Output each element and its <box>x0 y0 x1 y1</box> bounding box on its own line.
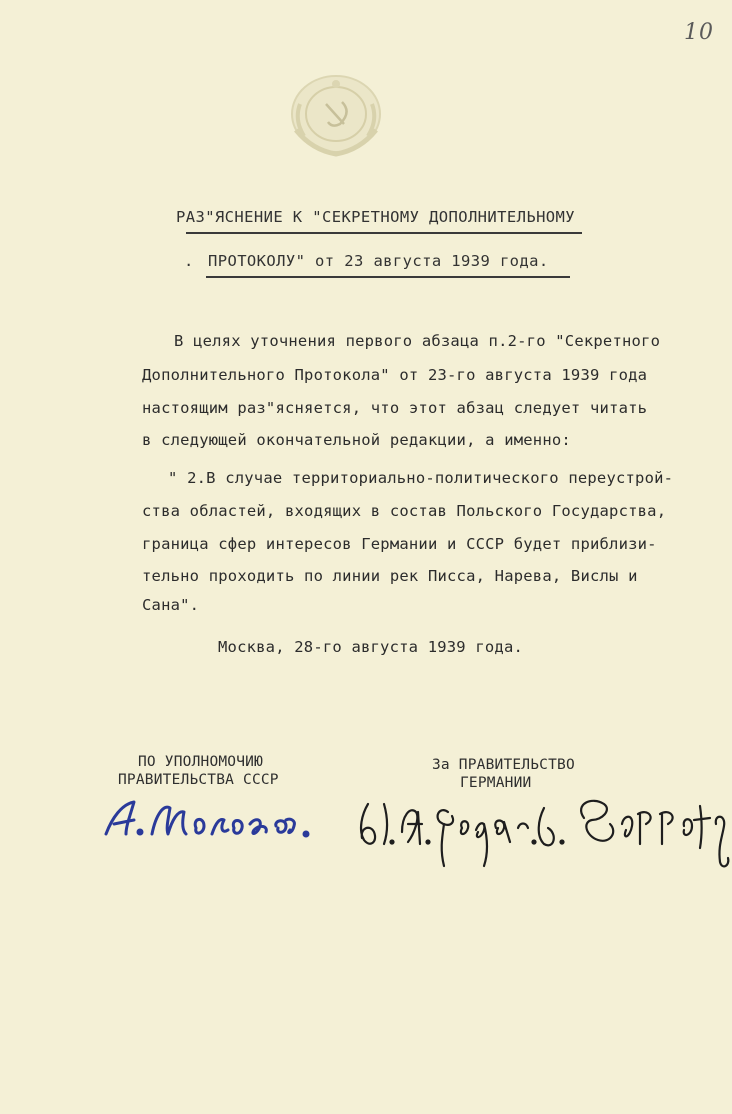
right-signatory-label-1: За ПРАВИТЕЛЬСТВО <box>432 757 575 773</box>
body-line-1: В целях уточнения первого абзаца п.2-го "Секретного <box>174 332 661 350</box>
body-line-4: в следующей окончательной редакции, а именно: <box>142 431 571 449</box>
left-signatory-label-2: ПРАВИТЕЛЬСТВА СССР <box>118 772 279 788</box>
body-line-3: настоящим раз"ясняется, что этот абзац следует читать <box>142 399 648 417</box>
left-signatory-label-1: ПО УПОЛНОМОЧИЮ <box>138 754 264 770</box>
quote-line-3: граница сфер интересов Германии и СССР будет приблизи- <box>142 535 657 553</box>
molotov-signature <box>100 790 330 850</box>
place-and-date: Москва, 28-го августа 1939 года. <box>218 638 524 656</box>
quote-line-4: тельно проходить по линии рек Писса, Нарева, Вислы и <box>142 567 638 585</box>
page-number: 10 <box>684 20 714 45</box>
title-underline-1 <box>186 232 582 234</box>
title-underline-2 <box>206 276 570 278</box>
document-title-line-2: ПРОТОКОЛУ" от 23 августа 1939 года. <box>208 252 549 270</box>
right-signatory-label-2: ГЕРМАНИИ <box>460 775 532 791</box>
quote-line-2: ства областей, входящих в состав Польского Государства, <box>142 502 667 520</box>
state-emblem-embossed-icon <box>282 70 390 160</box>
ribbentrop-signature <box>348 784 732 876</box>
document-title-bullet: . <box>184 252 194 270</box>
body-line-2: Дополнительного Протокола" от 23-го августа 1939 года <box>142 366 648 384</box>
quote-line-5: Сана". <box>142 596 200 614</box>
quote-line-1: " 2.В случае территориально-политического переустрой- <box>168 469 674 487</box>
document-title-line-1: РАЗ"ЯСНЕНИЕ К "СЕКРЕТНОМУ ДОПОЛНИТЕЛЬНОМУ <box>176 208 576 226</box>
